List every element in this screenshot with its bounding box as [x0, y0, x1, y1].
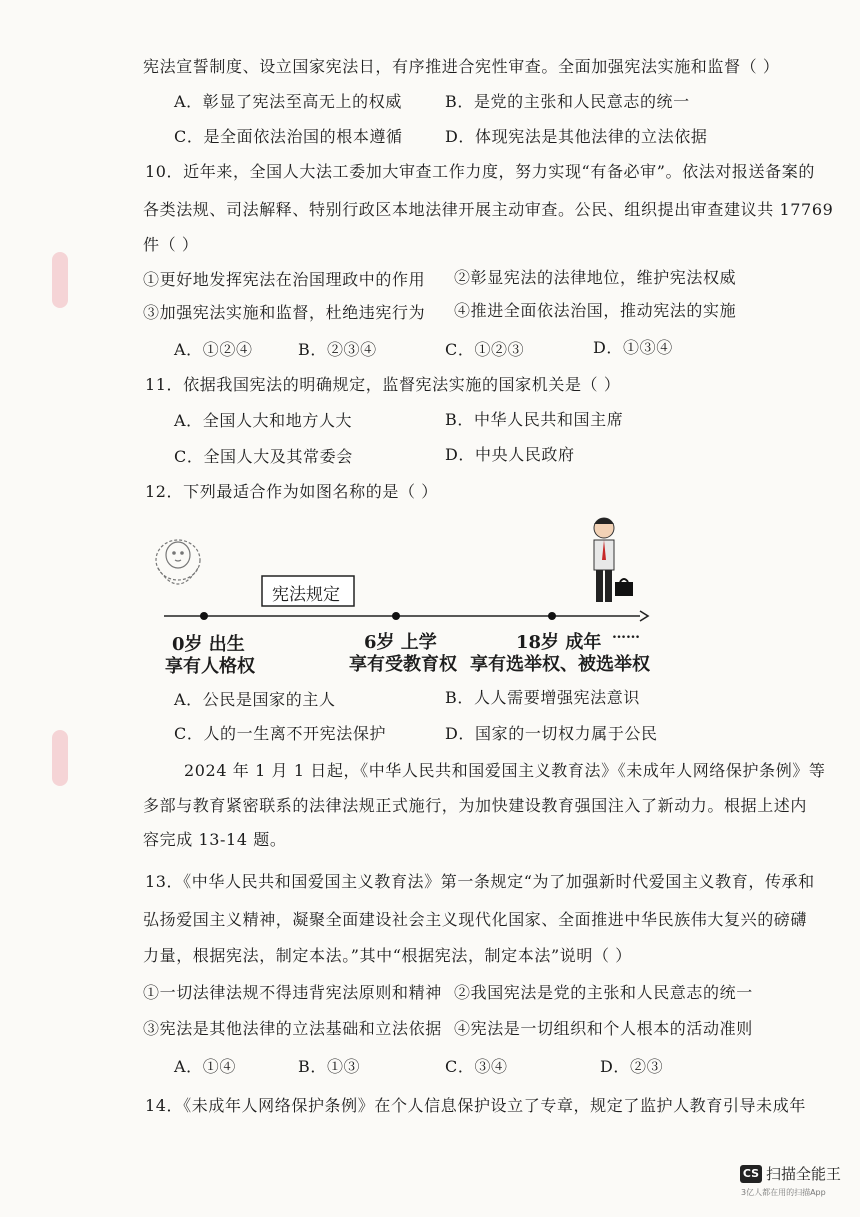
q13-choice-d: D．②③ [600, 1057, 664, 1076]
q10-option-4: ④推进全面依法治国，推动宪法的实施 [454, 301, 737, 320]
q12-option-c: C．人的一生离不开宪法保护 [174, 724, 387, 743]
timeline-point-adult [548, 612, 556, 620]
q9-option-c: C．是全面依法治国的根本遵循 [174, 127, 403, 146]
constitution-box-label: 宪法规定 [272, 585, 340, 605]
q12-option-b: B．人人需要增强宪法意识 [445, 688, 640, 707]
watermark-subtitle: 3亿人都在用的扫描App [741, 1188, 826, 1197]
passage-line-3: 容完成 13-14 题。 [143, 830, 287, 849]
q9-option-d: D．体现宪法是其他法律的立法依据 [445, 127, 708, 146]
q10-choice-d: D．①③④ [593, 338, 673, 357]
q11-option-c: C．全国人大及其常委会 [174, 447, 353, 466]
q9-stem-tail: 宪法宣誓制度、设立国家宪法日，有序推进合宪性审查。全面加强宪法实施和监督（ ） [143, 57, 780, 76]
q13-choice-c: C．③④ [445, 1057, 508, 1076]
q13-option-1: ①一切法律法规不得违背宪法原则和精神 [143, 983, 442, 1002]
age18-right: 享有选举权、被选举权 [470, 654, 650, 675]
q11-option-d: D．中央人民政府 [445, 445, 575, 464]
q9-option-b: B．是党的主张和人民意志的统一 [445, 92, 690, 111]
watermark-title: 扫描全能王 [766, 1165, 842, 1183]
timeline-arrow [640, 611, 648, 621]
age18-label: 18岁 成年 [516, 632, 602, 653]
adult-illustration [594, 518, 633, 602]
q10-stem-2: 各类法规、司法解释、特别行政区本地法律开展主动审查。公民、组织提出审查建议共 17769 [143, 200, 834, 219]
passage-line-2: 多部与教育紧密联系的法律法规正式施行，为加快建设教育强国注入了新动力。根据上述内 [143, 796, 808, 815]
camscanner-logo-icon: CS [740, 1165, 762, 1183]
q10-choice-b: B．②③④ [298, 340, 377, 359]
q10-stem-1: 10．近年来，全国人大法工委加大审查工作力度，努力实现“有备必审”。依法对报送备案的 [145, 162, 815, 181]
q10-option-2: ②彰显宪法的法律地位，维护宪法权威 [454, 268, 737, 287]
q13-choice-b: B．①③ [298, 1057, 361, 1076]
q13-stem-1: 13．《中华人民共和国爱国主义教育法》第一条规定“为了加强新时代爱国主义教育，传承和 [145, 872, 815, 891]
q12-option-a: A．公民是国家的主人 [174, 690, 336, 709]
q10-stem-3: 件（ ） [143, 235, 199, 254]
q11-option-b: B．中华人民共和国主席 [445, 410, 624, 429]
q13-option-3: ③宪法是其他法律的立法基础和立法依据 [143, 1019, 442, 1038]
q13-option-2: ②我国宪法是党的主张和人民意志的统一 [454, 983, 753, 1002]
q10-choice-c: C．①②③ [445, 340, 525, 359]
q12-option-d: D．国家的一切权力属于公民 [445, 724, 658, 743]
q11-stem: 11．依据我国宪法的明确规定，监督宪法实施的国家机关是（ ） [145, 375, 621, 394]
page-tab-mark [52, 730, 68, 786]
q10-choice-a: A．①②④ [174, 340, 253, 359]
q13-choice-a: A．①④ [174, 1057, 236, 1076]
age0-label: 0岁 出生 [172, 634, 245, 655]
age6-right: 享有受教育权 [349, 654, 457, 675]
q11-option-a: A．全国人大和地方人大 [174, 411, 353, 430]
q14-stem: 14．《未成年人网络保护条例》在个人信息保护设立了专章，规定了监护人教育引导未成年 [145, 1096, 806, 1115]
timeline-point-birth [200, 612, 208, 620]
q13-option-4: ④宪法是一切组织和个人根本的活动准则 [454, 1019, 753, 1038]
q10-option-3: ③加强宪法实施和监督，杜绝违宪行为 [143, 303, 426, 322]
baby-illustration [156, 540, 200, 584]
q12-stem: 12．下列最适合作为如图名称的是（ ） [145, 482, 438, 501]
age0-right: 享有人格权 [165, 656, 255, 677]
q10-option-1: ①更好地发挥宪法在治国理政中的作用 [143, 270, 426, 289]
q13-stem-2: 弘扬爱国主义精神，凝聚全面建设社会主义现代化国家、全面推进中华民族伟大复兴的磅礴 [143, 910, 808, 929]
timeline-point-school [392, 612, 400, 620]
timeline-ellipsis: …… [612, 626, 640, 642]
passage-line-1: 2024 年 1 月 1 日起，《中华人民共和国爱国主义教育法》《未成年人网络保护条例》等 [184, 761, 826, 780]
q13-stem-3: 力量，根据宪法，制定本法。”其中“根据宪法，制定本法”说明（ ） [143, 946, 632, 965]
age6-label: 6岁 上学 [364, 632, 437, 653]
q9-option-a: A．彰显了宪法至高无上的权威 [174, 92, 402, 111]
